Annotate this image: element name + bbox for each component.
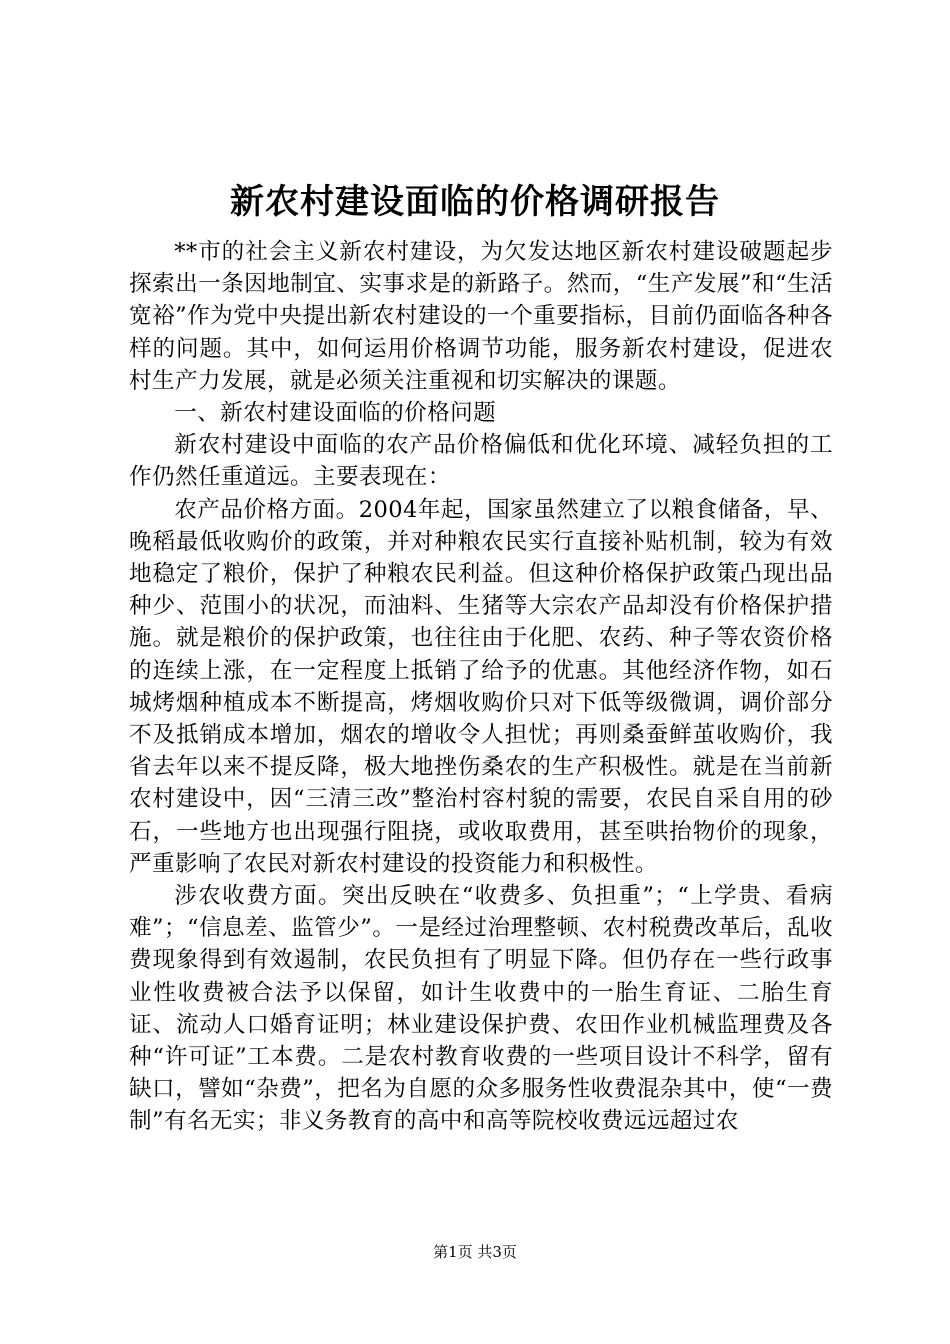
section-heading: 一、新农村建设面临的价格问题 (174, 400, 497, 427)
document-title: 新农村建设面临的价格调研报告 (230, 182, 720, 222)
paragraph-overview: 新农村建设中面临的农产品价格偏低和优化环境、减轻负担的工作仍然任重道远。主要表现在： (129, 432, 833, 491)
paragraph-agri-fees: 涉农收费方面。突出反映在“收费多、负担重”；“上学贵、看病难”；“信息差、监管少”。一是经过治理整顿、农村税费改革后，乱收费现象得到有效遏制，农民负担有了明显下降。但仍存在一些行政事业性收费被合法予以保留，如计生收费中的一胎生育证、二胎生育证、流动人口婚育证明；林业建设保护费、农田作业机械监理费及各种“许可证”工本费。二是农村教育收费的一些项目设计不科学，留有缺口，譬如“杂费”，把名为自愿的众多服务性收费混杂其中，使“一费制”有名无实；非义务教育的高中和高等院校收费远远超过农 (129, 883, 833, 1135)
paragraph-agri-prices: 农产品价格方面。2004年起，国家虽然建立了以粮食储备，早、晚稻最低收购价的政策，并对种粮农民实行直接补贴机制，较为有效地稳定了粮价，保护了种粮农民利益。但这种价格保护政策凸现出品种少、范围小的状况，而油料、生猪等大宗农产品却没有价格保护措施。就是粮价的保护政策，也往往由于化肥、农药、种子等农资价格的连续上涨，在一定程度上抵销了给予的优惠。其他经济作物，如石城烤烟种植成本不断提高，烤烟收购价只对下低等级微调，调价部分不及抵销成本增加，烟农的增收令人担忧；再则桑蚕鲜茧收购价，我省去年以来不提反降，极大地挫伤桑农的生产积极性。就是在当前新农村建设中，因“三清三改”整治村容村貌的需要，农民自采自用的砂石，一些地方也出现强行阻挠，或收取费用，甚至哄抬物价的现象，严重影响了农民对新农村建设的投资能力和积极性。 (129, 496, 833, 877)
paragraph-intro: **市的社会主义新农村建设，为欠发达地区新农村建设破题起步探索出一条因地制宜、实事求是的新路子。然而，“生产发展”和“生活宽裕”作为党中央提出新农村建设的一个重要指标，目前仍面临各种各样的问题。其中，如何运用价格调节功能，服务新农村建设，促进农村生产力发展，就是必须关注重视和切实解决的课题。 (129, 239, 833, 394)
page-number-footer: 第1页 共3页 (433, 1243, 517, 1261)
document-body (129, 236, 833, 1138)
